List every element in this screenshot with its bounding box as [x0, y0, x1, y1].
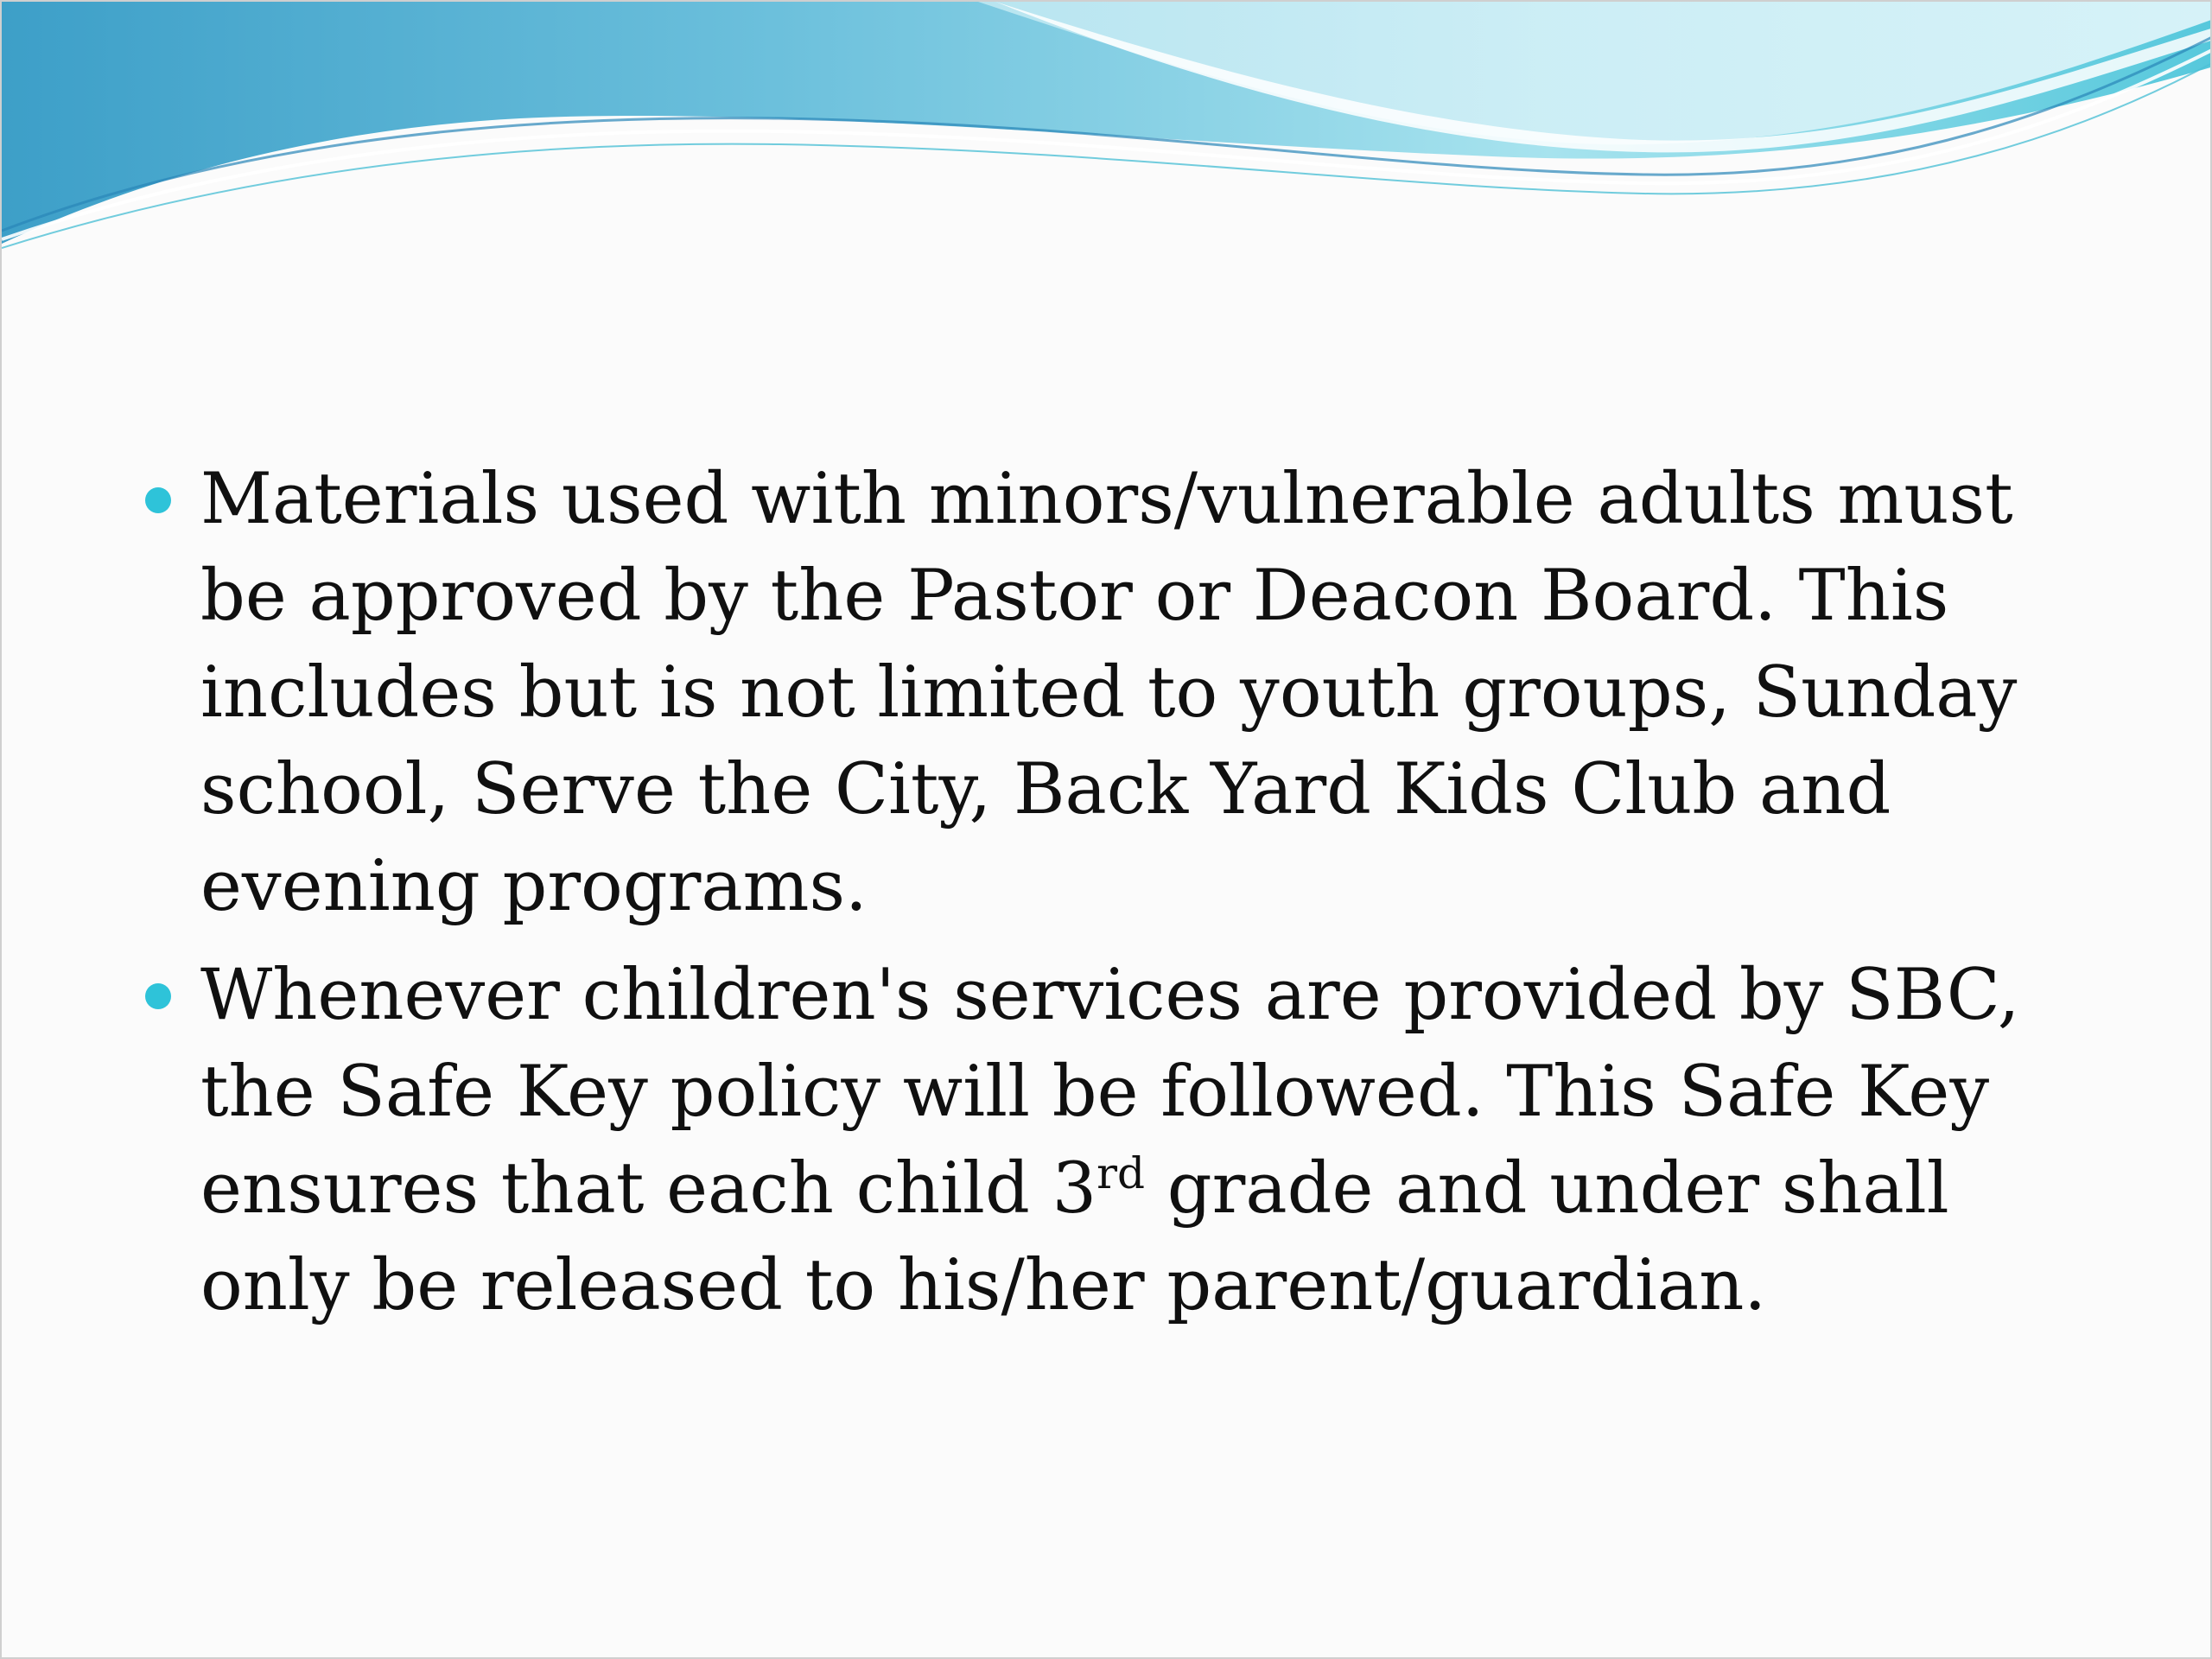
bullet-dot-icon [145, 983, 171, 1009]
bullet-text: Materials used with minors/vulnerable adults must be approved by the Pastor or Deacon Board. This includes but is not limited to youth groups, Sunday school, Serve the City, Back Yard Kids Club and evening programs. [200, 459, 2018, 927]
bullet-dot-icon [145, 487, 171, 513]
header-wave-decoration [2, 2, 2212, 261]
bullet-list [140, 451, 2093, 1334]
ordinal-superscript: rd [1096, 1148, 1146, 1198]
bullet-item [140, 451, 2093, 935]
bullet-text-start: Whenever children's services are provided by SBC, the Safe Key policy will be followed. This Safe Key ensures that each child 3 [200, 955, 2020, 1230]
slide-body [140, 451, 2093, 1346]
bullet-text-end: grade and under shall only be released to his/her parent/guardian. [200, 1148, 1949, 1326]
bullet-item [140, 947, 2093, 1334]
